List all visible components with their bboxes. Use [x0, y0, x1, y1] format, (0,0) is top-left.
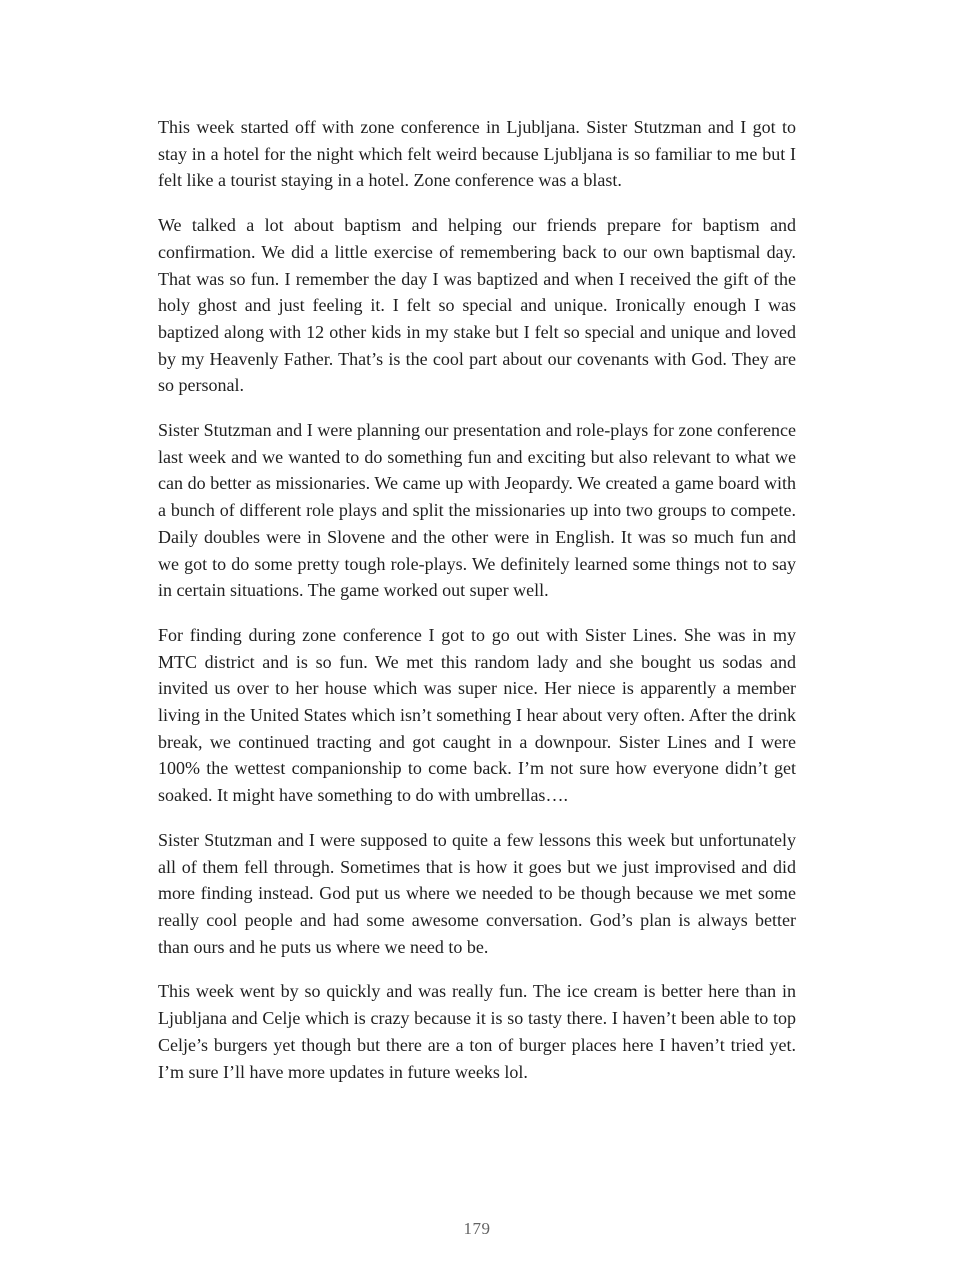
page-footer	[158, 1219, 796, 1239]
paragraph-baptism: We talked a lot about baptism and helping our friends prepare for baptism and confirmation. We did a little exercise of remembering back to our own baptismal day. That was so fun. I remember the day I was baptized and when I received the gift of the holy ghost and just feeling it. I felt so special and unique. Ironically enough I was baptized along with 12 other kids in my stake but I felt so special and unique and loved by my Heavenly Father. That’s is the cool part about our covenants with God. They are so personal.	[158, 215, 796, 396]
paragraph-week-summary: This week went by so quickly and was really fun. The ice cream is better here than in Ljubljana and Celje which is crazy because it is so tasty there. I haven’t been able to top Celje’s burgers yet though but there are a ton of burger places here I haven’t tried yet. I’m sure I’ll have more updates in future weeks lol.	[158, 981, 796, 1082]
paragraph-lessons-fell-through: Sister Stutzman and I were supposed to quite a few lessons this week but unfortunately all of them fell through. Sometimes that is how it goes but we just improvised and did more finding instead. God put us where we needed to be though because we met some really cool people and had some awesome conversation. God’s plan is always better than ours and he puts us where we need to be.	[158, 829, 796, 957]
text-content	[158, 114, 796, 1085]
paragraph-jeopardy: Sister Stutzman and I were planning our presentation and role-plays for zone conference last week and we wanted to do something fun and exciting but also relevant to what we can do better as missionaries. We came up with Jeopardy. We created a game board with a bunch of different role plays and split the missionaries up into two groups to compete. Daily doubles were in Slovene and the other were in English. It was so much fun and we got to do some pretty tough role-plays. We definitely learned some things not to say in certain situations. The game worked out super well.	[158, 420, 796, 601]
paragraph-finding-sister-lines: For finding during zone conference I got to go out with Sister Lines. She was in my MTC district and is so fun. We met this random lady and she bought us sodas and invited us over to her house which was super nice. Her niece is apparently a member living in the United States which isn’t something I hear about very often. After the drink break, we continued tracting and got caught in a downpour. Sister Lines and I were 100% the wettest companionship to come back. I’m not sure how everyone didn’t get soaked. It might have something to do with umbrellas….	[158, 624, 796, 806]
paragraph-zone-conference: This week started off with zone conference in Ljubljana. Sister Stutzman and I got to stay in a hotel for the night which felt weird because Ljubljana is so familiar to me but I felt like a tourist staying in a hotel. Zone conference was a blast.	[158, 117, 796, 191]
page-number: 179	[463, 1219, 491, 1238]
